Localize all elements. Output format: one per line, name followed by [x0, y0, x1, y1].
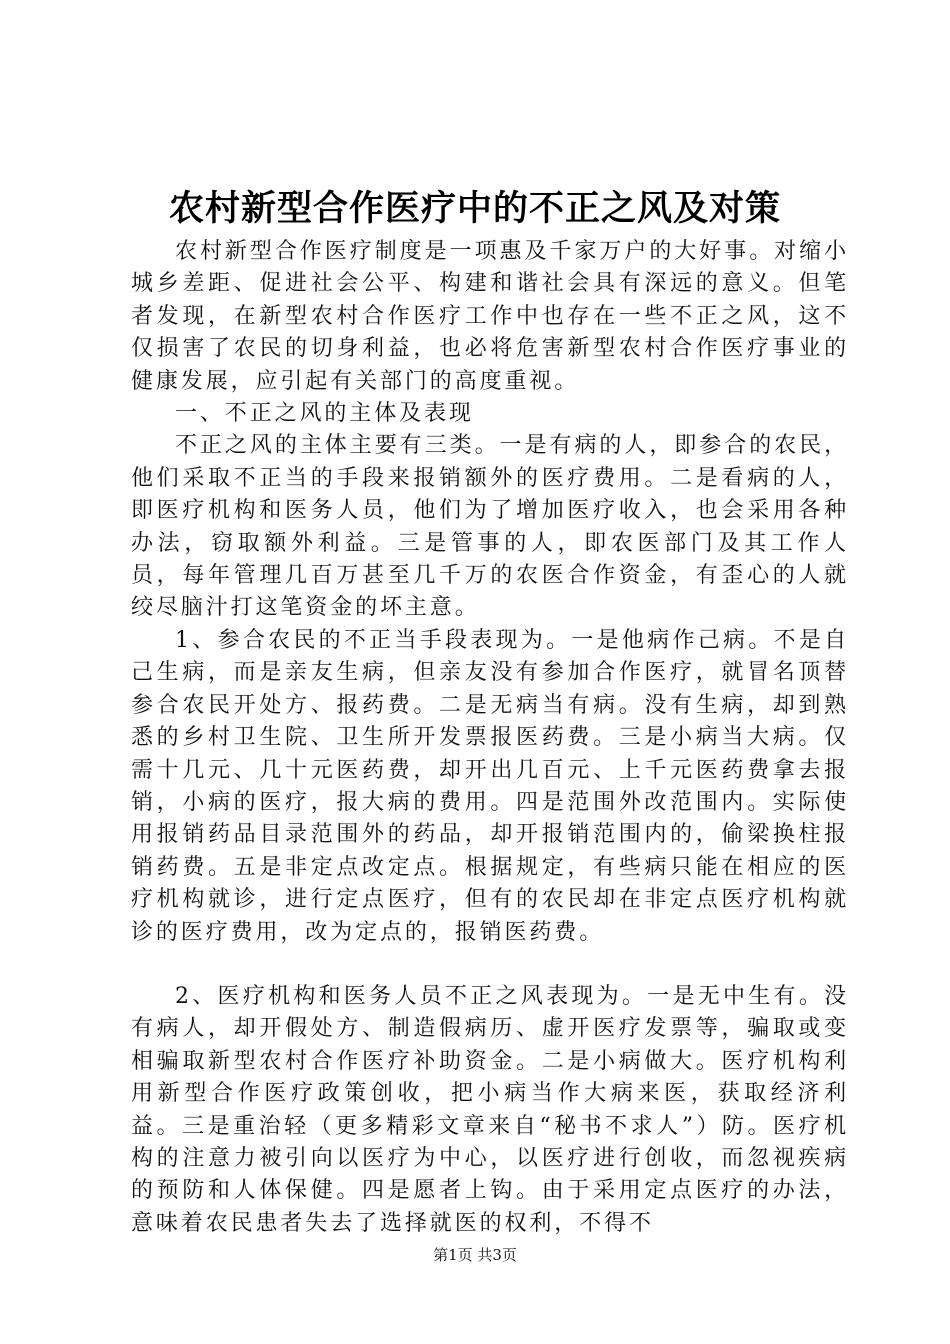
document-title: 农村新型合作医疗中的不正之风及对策: [168, 188, 781, 229]
paragraph-farmers: 1、参合农民的不正当手段表现为。一是他病作己病。不是自己生病，而是亲友生病，但亲友没有参加合作医疗，就冒名顶替参合农民开处方、报药费。二是无病当有病。没有生病，却到熟悉的乡村卫生院、卫生所开发票报医药费。三是小病当大病。仅需十几元、几十元医药费，却开出几百元、上千元医药费拿去报销，小病的医疗，报大病的费用。四是范围外改范围内。实际使用报销药品目录范围外的药品，却开报销范围内的，偷梁换柱报销药费。五是非定点改定点。根据规定，有些病只能在相应的医疗机构就诊，进行定点医疗，但有的农民却在非定点医疗机构就诊的医疗费用，改为定点的，报销医药费。: [131, 627, 849, 945]
paragraph-subjects: 不正之风的主体主要有三类。一是有病的人，即参合的农民，他们采取不正当的手段来报销额外的医疗费用。二是看病的人，即医疗机构和医务人员，他们为了增加医疗收入，也会采用各种办法，窃取额外利益。三是管事的人，即农医部门及其工作人员，每年管理几百万甚至几千万的农医合作资金，有歪心的人就绞尽脑汁打这笔资金的坏主意。: [131, 433, 849, 621]
section-heading: 一、不正之风的主体及表现: [175, 401, 474, 427]
paragraph-medical-institutions: 2、医疗机构和医务人员不正之风表现为。一是无中生有。没有病人，却开假处方、制造假病历、虚开医疗发票等，骗取或变相骗取新型农村合作医疗补助资金。二是小病做大。医疗机构利用新型合作医疗政策创收，把小病当作大病来医，获取经济利益。三是重治轻（更多精彩文章来自“秘书不求人”）防。医疗机构的注意力被引向以医疗为中心，以医疗进行创收，而忽视疾病的预防和人体保健。四是愿者上钩。由于采用定点医疗的办法，意味着农民患者失去了选择就医的权利，不得不: [131, 983, 849, 1236]
document-body: [131, 236, 849, 1240]
page-number-footer: 第1页 共3页: [433, 1246, 517, 1264]
paragraph-intro: 农村新型合作医疗制度是一项惠及千家万户的大好事。对缩小城乡差距、促进社会公平、构建和谐社会具有深远的意义。但笔者发现，在新型农村合作医疗工作中也存在一些不正之风，这不仅损害了农民的切身利益，也必将危害新型农村合作医疗事业的健康发展，应引起有关部门的高度重视。: [131, 239, 849, 394]
